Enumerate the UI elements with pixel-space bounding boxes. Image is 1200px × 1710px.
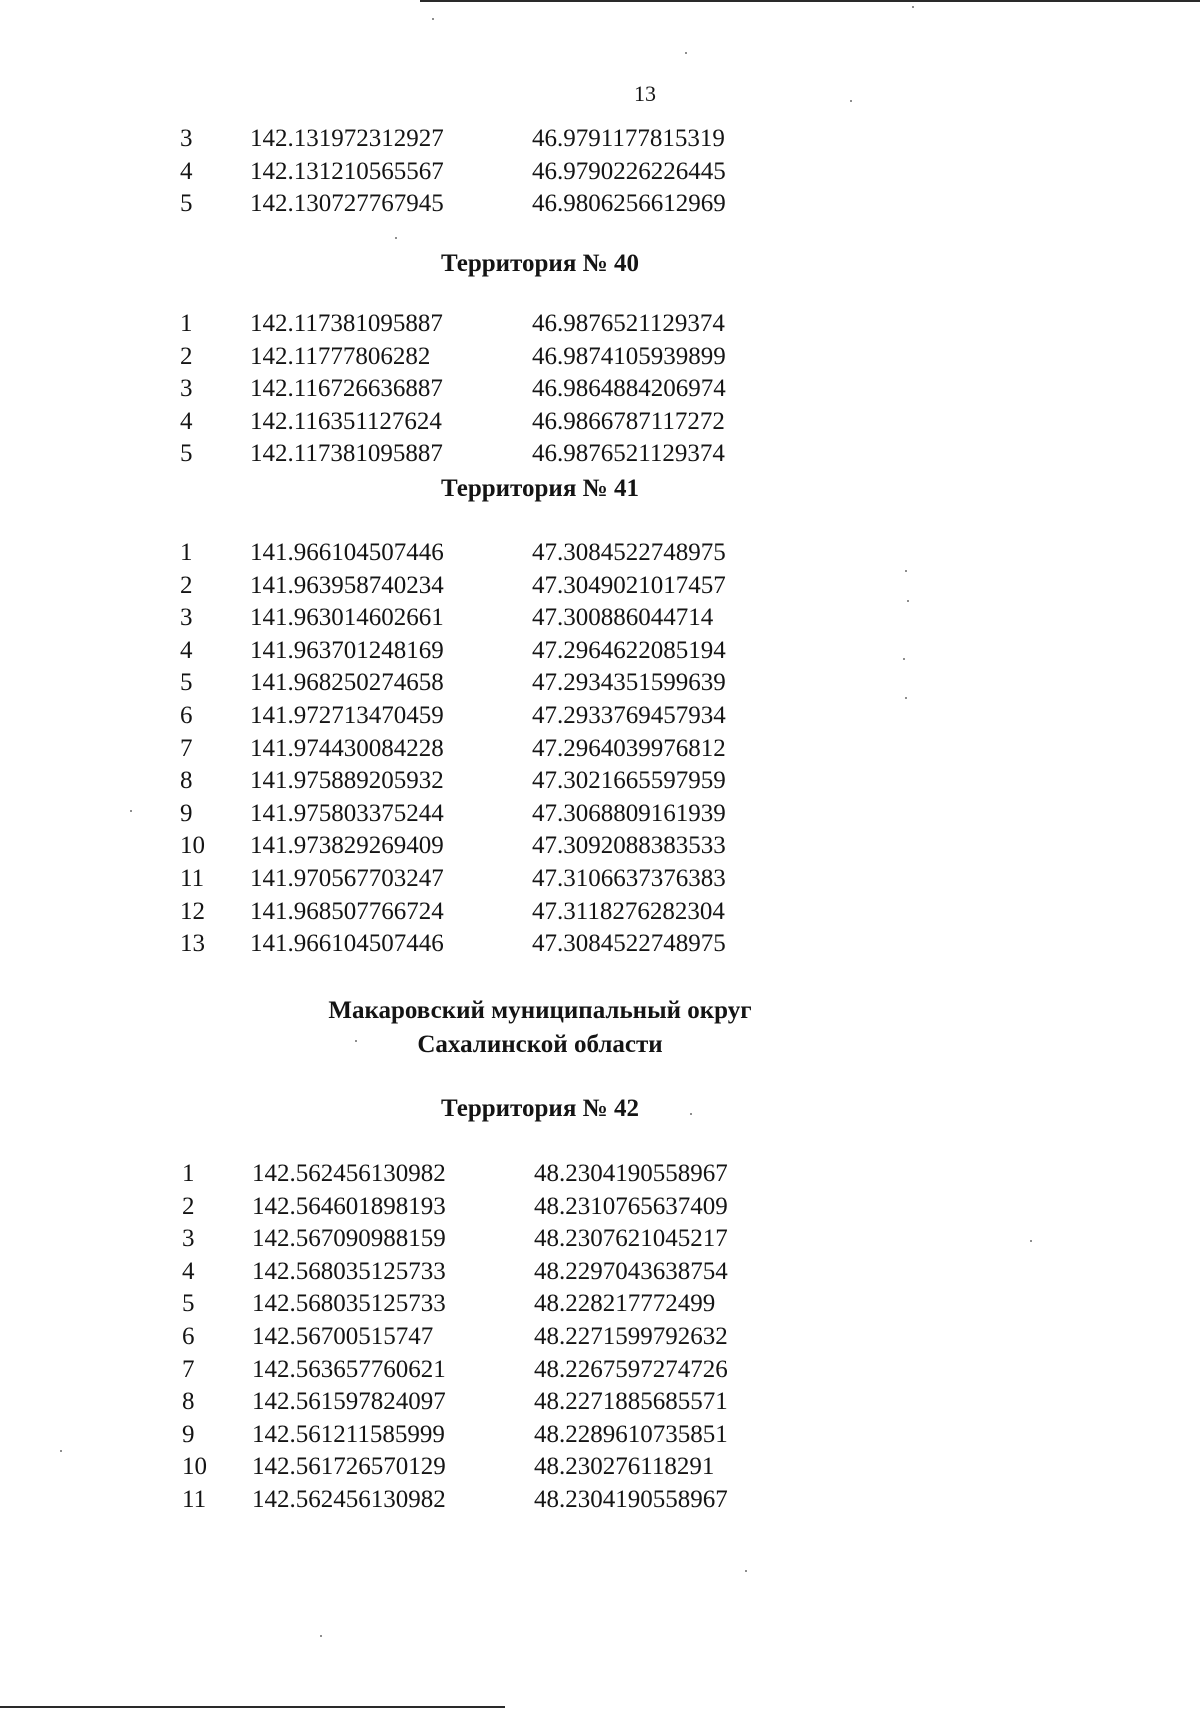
latitude: 47.2934351599639 bbox=[532, 669, 726, 697]
longitude: 142.562456130982 bbox=[252, 1485, 446, 1513]
latitude: 48.2310765637409 bbox=[534, 1192, 728, 1220]
point-number: 8 bbox=[182, 1388, 195, 1416]
scan-speck bbox=[355, 1040, 357, 1042]
scan-speck bbox=[905, 697, 907, 699]
scan-speck bbox=[432, 18, 434, 20]
latitude: 46.9791177815319 bbox=[532, 125, 725, 152]
longitude: 142.568035125733 bbox=[252, 1290, 446, 1318]
point-number: 9 bbox=[182, 1420, 195, 1448]
scan-speck bbox=[745, 1570, 747, 1572]
point-number: 5 bbox=[180, 669, 193, 697]
longitude: 141.966104507446 bbox=[250, 539, 444, 566]
longitude: 141.963014602661 bbox=[250, 604, 444, 632]
latitude: 48.2267597274726 bbox=[534, 1355, 728, 1383]
latitude: 46.9790226226445 bbox=[532, 157, 726, 185]
point-number: 1 bbox=[180, 310, 193, 337]
point-number: 7 bbox=[182, 1355, 195, 1383]
latitude: 48.2271885685571 bbox=[534, 1388, 728, 1416]
longitude: 142.561726570129 bbox=[252, 1453, 446, 1481]
latitude: 47.3068809161939 bbox=[532, 799, 726, 827]
latitude: 46.9806256612969 bbox=[532, 190, 726, 218]
point-number: 8 bbox=[180, 767, 193, 795]
point-number: 6 bbox=[182, 1322, 195, 1350]
longitude: 142.567090988159 bbox=[252, 1225, 446, 1253]
latitude: 47.3092088383533 bbox=[532, 832, 726, 860]
longitude: 142.131210565567 bbox=[250, 157, 444, 185]
longitude: 142.561211585999 bbox=[252, 1420, 445, 1448]
point-number: 4 bbox=[182, 1257, 195, 1285]
point-number: 10 bbox=[182, 1453, 207, 1481]
scan-speck bbox=[903, 658, 905, 660]
longitude: 142.56700515747 bbox=[252, 1322, 434, 1350]
point-number: 10 bbox=[180, 832, 205, 860]
latitude: 48.2297043638754 bbox=[534, 1257, 728, 1285]
latitude: 47.2933769457934 bbox=[532, 701, 726, 729]
region-title-line2: Сахалинской области bbox=[417, 1031, 663, 1058]
longitude: 142.116351127624 bbox=[250, 407, 442, 435]
scan-speck bbox=[912, 6, 914, 8]
point-number: 1 bbox=[180, 539, 193, 566]
scan-speck bbox=[60, 1450, 62, 1452]
point-number: 4 bbox=[180, 407, 193, 435]
longitude: 141.975803375244 bbox=[250, 799, 444, 827]
scan-speck bbox=[395, 237, 397, 239]
longitude: 141.968507766724 bbox=[250, 897, 444, 925]
latitude: 47.3084522748975 bbox=[532, 539, 726, 566]
point-number: 3 bbox=[180, 604, 193, 632]
latitude: 48.2289610735851 bbox=[534, 1420, 728, 1448]
longitude: 142.131972312927 bbox=[250, 125, 444, 152]
page-number: 13 bbox=[634, 81, 656, 106]
longitude: 142.563657760621 bbox=[252, 1355, 446, 1383]
longitude: 141.963701248169 bbox=[250, 636, 444, 664]
latitude: 48.228217772499 bbox=[534, 1290, 716, 1318]
latitude: 48.2271599792632 bbox=[534, 1322, 728, 1350]
longitude: 142.11777806282 bbox=[250, 342, 431, 370]
latitude: 46.9876521129374 bbox=[532, 310, 725, 337]
latitude: 48.2307621045217 bbox=[534, 1225, 728, 1253]
longitude: 141.970567703247 bbox=[250, 864, 444, 892]
scan-speck bbox=[690, 1113, 692, 1115]
point-number: 6 bbox=[180, 701, 193, 729]
point-number: 5 bbox=[180, 190, 193, 218]
territory-40-heading: Территория № 40 bbox=[441, 250, 639, 277]
latitude: 47.3049021017457 bbox=[532, 571, 726, 599]
latitude: 48.2304190558967 bbox=[534, 1485, 728, 1513]
scan-edge-bottom bbox=[0, 1706, 505, 1708]
latitude: 48.230276118291 bbox=[534, 1453, 715, 1481]
longitude: 141.963958740234 bbox=[250, 571, 444, 599]
scan-speck bbox=[850, 100, 852, 102]
point-number: 3 bbox=[182, 1225, 195, 1253]
longitude: 142.116726636887 bbox=[250, 375, 443, 403]
longitude: 142.561597824097 bbox=[252, 1388, 446, 1416]
point-number: 13 bbox=[180, 930, 205, 958]
scan-speck bbox=[130, 810, 132, 812]
longitude: 141.973829269409 bbox=[250, 832, 444, 860]
region-title-line1: Макаровский муниципальный округ bbox=[328, 997, 752, 1024]
latitude: 47.2964039976812 bbox=[532, 734, 726, 762]
longitude: 141.968250274658 bbox=[250, 669, 444, 697]
longitude: 142.117381095887 bbox=[250, 440, 443, 468]
scan-speck bbox=[1030, 1240, 1032, 1242]
point-number: 1 bbox=[182, 1160, 195, 1187]
point-number: 11 bbox=[180, 864, 205, 892]
point-number: 4 bbox=[180, 157, 193, 185]
point-number: 12 bbox=[180, 897, 205, 925]
longitude: 141.975889205932 bbox=[250, 767, 444, 795]
point-number: 2 bbox=[180, 571, 193, 599]
longitude: 141.972713470459 bbox=[250, 701, 444, 729]
latitude: 47.300886044714 bbox=[532, 604, 714, 632]
point-number: 7 bbox=[180, 734, 193, 762]
territory-42-heading: Территория № 42 bbox=[441, 1095, 639, 1122]
latitude: 48.2304190558967 bbox=[534, 1160, 728, 1187]
scan-edge-top bbox=[420, 0, 1200, 2]
longitude: 142.562456130982 bbox=[252, 1160, 446, 1187]
latitude: 47.3106637376383 bbox=[532, 864, 726, 892]
latitude: 47.3118276282304 bbox=[532, 897, 725, 925]
latitude: 47.3084522748975 bbox=[532, 930, 726, 958]
latitude: 46.9876521129374 bbox=[532, 440, 725, 468]
scan-speck bbox=[685, 52, 687, 54]
longitude: 141.966104507446 bbox=[250, 930, 444, 958]
point-number: 2 bbox=[182, 1192, 195, 1220]
point-number: 9 bbox=[180, 799, 193, 827]
point-number: 11 bbox=[182, 1485, 207, 1513]
longitude: 142.568035125733 bbox=[252, 1257, 446, 1285]
scan-speck bbox=[905, 570, 907, 572]
point-number: 5 bbox=[180, 440, 193, 468]
longitude: 141.974430084228 bbox=[250, 734, 444, 762]
point-number: 5 bbox=[182, 1290, 195, 1318]
scan-speck bbox=[907, 600, 909, 602]
point-number: 4 bbox=[180, 636, 193, 664]
latitude: 46.9864884206974 bbox=[532, 375, 726, 403]
longitude: 142.117381095887 bbox=[250, 310, 443, 337]
latitude: 46.9874105939899 bbox=[532, 342, 726, 370]
point-number: 2 bbox=[180, 342, 193, 370]
point-number: 3 bbox=[180, 125, 193, 152]
longitude: 142.564601898193 bbox=[252, 1192, 446, 1220]
scan-speck bbox=[320, 1635, 322, 1637]
latitude: 47.3021665597959 bbox=[532, 767, 726, 795]
longitude: 142.130727767945 bbox=[250, 190, 444, 218]
territory-41-heading: Территория № 41 bbox=[441, 475, 639, 502]
point-number: 3 bbox=[180, 375, 193, 403]
latitude: 47.2964622085194 bbox=[532, 636, 726, 664]
latitude: 46.9866787117272 bbox=[532, 407, 725, 435]
